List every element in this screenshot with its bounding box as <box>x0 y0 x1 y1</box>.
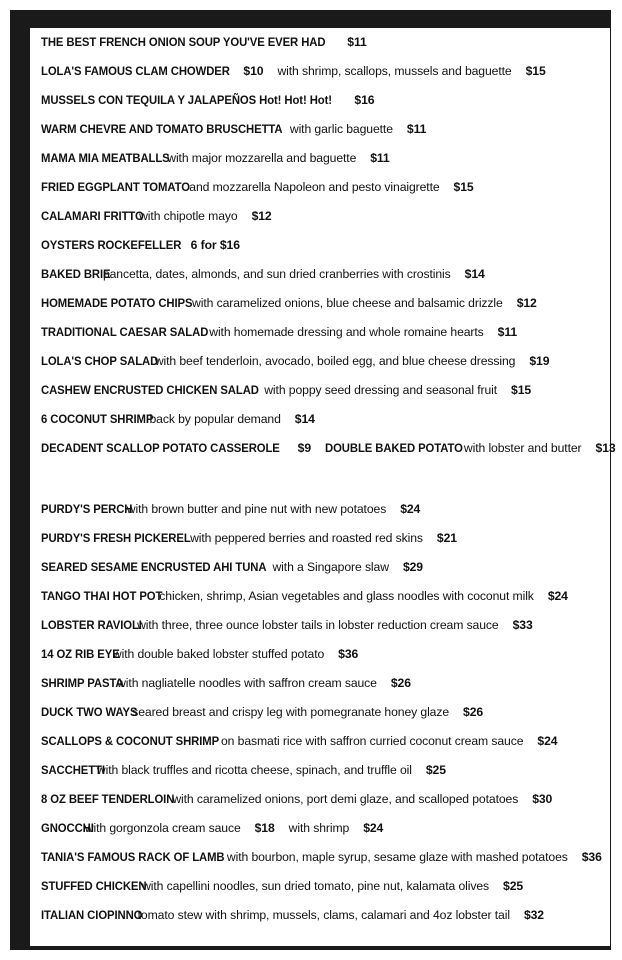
menu-item <box>41 231 604 260</box>
item-name: MAMA MIA MEATBALLS <box>41 151 170 165</box>
menu-item <box>41 698 604 727</box>
item-description: with peppered berries and roasted red skins <box>190 531 423 545</box>
item-price: $24 <box>363 821 384 835</box>
item-name: MUSSELS CON TEQUILA Y JALAPEÑOS Hot! Hot! Hot! <box>41 93 332 107</box>
item-price: $26 <box>463 705 484 719</box>
item-name: CASHEW ENCRUSTED CHICKEN SALAD <box>41 383 259 397</box>
menu-item <box>41 289 604 318</box>
item-price: $24 <box>537 734 558 748</box>
item-price: $12 <box>251 209 272 223</box>
menu-item <box>41 669 604 698</box>
entrees-section <box>41 495 604 930</box>
item-price: $14 <box>294 412 315 426</box>
item-name: 8 OZ BEEF TENDERLOIN <box>41 792 175 806</box>
item-name: SACCHETTI <box>41 763 105 777</box>
item-description: with homemade dressing and whole romaine hearts <box>209 325 484 339</box>
item-description: back by popular demand <box>149 412 281 426</box>
item-price: $18 <box>254 821 275 835</box>
menu-item <box>41 524 604 553</box>
item-name: PURDY'S FRESH PICKEREL <box>41 531 191 545</box>
item-description: with brown butter and pine nut with new potatoes <box>126 502 387 516</box>
item-price: $10 <box>243 64 264 78</box>
item-description: with chipotle mayo <box>139 209 238 223</box>
item-name: LOBSTER RAVIOLI <box>41 618 142 632</box>
item-description: tomato stew with shrimp, mussels, clams, calamari and 4oz lobster tail <box>137 908 510 922</box>
item-price: $30 <box>532 792 553 806</box>
item-name: LOLA'S CHOP SALAD <box>41 354 159 368</box>
item-description: with lobster and butter <box>463 441 582 455</box>
menu-paper <box>30 28 616 946</box>
menu-item <box>41 582 604 611</box>
menu-item <box>41 202 604 231</box>
menu-item <box>41 260 604 289</box>
menu-item <box>41 376 604 405</box>
menu-item <box>41 611 604 640</box>
item-description: with garlic baguette <box>289 122 393 136</box>
item-price: $19 <box>529 354 550 368</box>
item-description: with capellini noodles, sun dried tomato, pine nut, kalamata olives <box>142 879 490 893</box>
item-name: PURDY'S PERCH <box>41 502 133 516</box>
menu-item <box>41 553 604 582</box>
item-description: pancetta, dates, almonds, and sun dried cranberries with crostinis <box>102 267 451 281</box>
item-price: $33 <box>512 618 533 632</box>
menu-item <box>41 318 604 347</box>
item-name: WARM CHEVRE AND TOMATO BRUSCHETTA <box>41 122 283 136</box>
item-name: STUFFED CHICKEN <box>41 879 147 893</box>
item-name: DOUBLE BAKED POTATO <box>325 441 463 455</box>
item-name: OYSTERS ROCKEFELLER <box>41 238 182 252</box>
item-name: 6 COCONUT SHRIMP <box>41 412 154 426</box>
item-description: with shrimp <box>288 821 350 835</box>
item-price: $29 <box>402 560 423 574</box>
item-description: with caramelized onions, blue cheese and balsamic drizzle <box>192 296 503 310</box>
item-description: with shrimp, scallops, mussels and baguette <box>277 64 512 78</box>
item-price: $32 <box>523 908 544 922</box>
item-name: ITALIAN CIOPINNO <box>41 908 143 922</box>
item-price: $24 <box>547 589 568 603</box>
item-name: SHRIMP PASTA <box>41 676 124 690</box>
item-price: $36 <box>338 647 359 661</box>
item-price: $36 <box>581 850 602 864</box>
item-price: $26 <box>390 676 411 690</box>
item-description: with caramelized onions, port demi glaze, and scalloped potatoes <box>172 792 519 806</box>
item-price: $25 <box>425 763 446 777</box>
item-price: $11 <box>497 325 518 339</box>
item-name: SEARED SESAME ENCRUSTED AHI TUNA <box>41 560 267 574</box>
item-price: $13 <box>595 441 616 455</box>
item-description: chicken, shrimp, Asian vegetables and glass noodles with coconut milk <box>159 589 534 603</box>
menu-item <box>41 405 604 434</box>
item-name: THE BEST FRENCH ONION SOUP YOU'VE EVER HAD <box>41 35 326 49</box>
item-description: with gorgonzola cream sauce <box>84 821 241 835</box>
menu-item <box>41 785 604 814</box>
item-description: with a Singapore slaw <box>272 560 389 574</box>
item-price: $11 <box>406 122 427 136</box>
item-description: with three, three ounce lobster tails in lobster reduction cream sauce <box>137 618 499 632</box>
menu-frame <box>10 10 616 950</box>
menu-item <box>41 86 604 115</box>
menu-item <box>41 640 604 669</box>
item-name: 14 OZ RIB EYE <box>41 647 120 661</box>
menu-item <box>41 173 604 202</box>
item-name: TANGO THAI HOT POT <box>41 589 163 603</box>
item-name: DECADENT SCALLOP POTATO CASSEROLE <box>41 441 280 455</box>
menu-item <box>41 57 604 86</box>
item-price: 6 for $16 <box>190 238 240 252</box>
menu-item <box>41 843 604 872</box>
item-price: $25 <box>503 879 524 893</box>
item-description: seared breast and crispy leg with pomegranate honey glaze <box>132 705 450 719</box>
item-description: with bourbon, maple syrup, sesame glaze with mashed potatoes <box>226 850 568 864</box>
item-description: with black truffles and ricotta cheese, spinach, and truffle oil <box>96 763 412 777</box>
starters-section <box>41 28 616 463</box>
item-name: SCALLOPS & COCONUT SHRIMP <box>41 734 220 748</box>
item-price: $15 <box>511 383 532 397</box>
item-description: on basmati rice with saffron curried coconut cream sauce <box>221 734 524 748</box>
item-name: TANIA'S FAMOUS RACK OF LAMB <box>41 850 225 864</box>
item-price: $15 <box>453 180 474 194</box>
item-name: BAKED BRIE <box>41 267 111 281</box>
menu-item <box>41 144 604 173</box>
item-price: $11 <box>347 35 367 49</box>
item-description: with major mozzarella and baguette <box>167 151 357 165</box>
item-price: $21 <box>436 531 457 545</box>
menu-item <box>41 814 604 843</box>
item-description: with poppy seed dressing and seasonal fruit <box>264 383 498 397</box>
item-price: $9 <box>297 441 311 455</box>
item-price: $12 <box>516 296 537 310</box>
item-price: $16 <box>354 93 375 107</box>
menu-item <box>41 28 604 57</box>
item-name: CALAMARI FRITTO <box>41 209 144 223</box>
item-name: HOMEMADE POTATO CHIPS <box>41 296 193 310</box>
menu-item <box>41 901 604 930</box>
item-price: $11 <box>370 151 390 165</box>
item-name: DUCK TWO WAYS <box>41 705 138 719</box>
item-name: GNOCCHI <box>41 821 94 835</box>
item-name: FRIED EGGPLANT TOMATO <box>41 180 190 194</box>
menu-item <box>41 434 616 463</box>
item-price: $15 <box>525 64 546 78</box>
menu-item <box>41 115 604 144</box>
item-name: TRADITIONAL CAESAR SALAD <box>41 325 209 339</box>
item-price: $14 <box>464 267 485 281</box>
item-description: and mozzarella Napoleon and pesto vinaigrette <box>189 180 440 194</box>
item-description: with double baked lobster stuffed potato <box>112 647 325 661</box>
menu-item <box>41 347 604 376</box>
item-description: with nagliatelle noodles with saffron cream sauce <box>117 676 377 690</box>
menu-item <box>41 756 604 785</box>
item-description: with beef tenderloin, avocado, boiled egg, and blue cheese dressing <box>154 354 516 368</box>
menu-item <box>41 872 604 901</box>
item-name: LOLA'S FAMOUS CLAM CHOWDER <box>41 64 230 78</box>
menu-item <box>41 495 604 524</box>
menu-item <box>41 727 604 756</box>
item-price: $24 <box>400 502 421 516</box>
